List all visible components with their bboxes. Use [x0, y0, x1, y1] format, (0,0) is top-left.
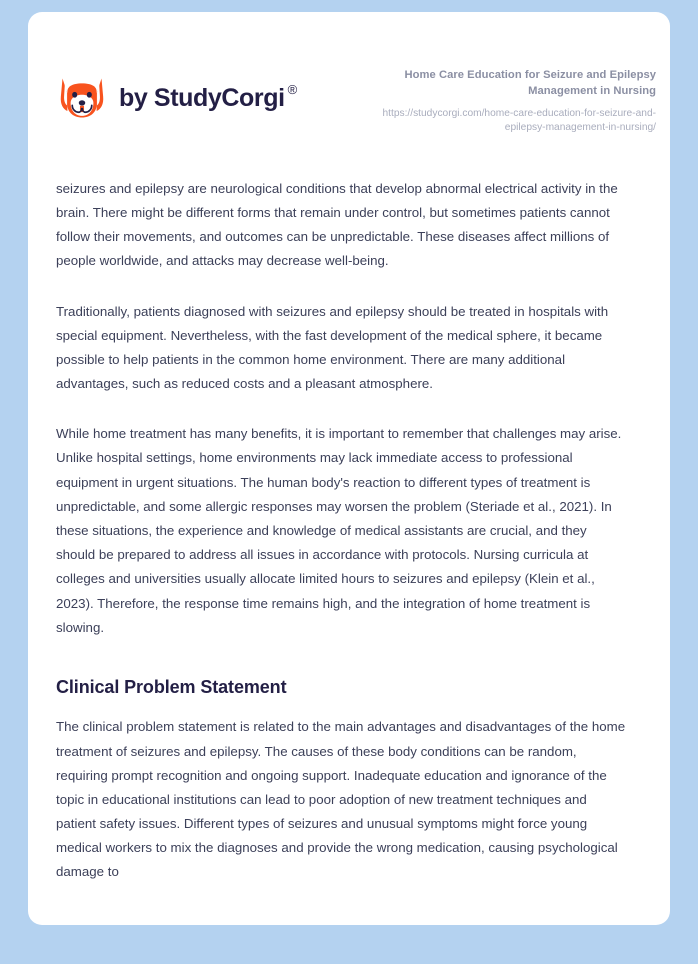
brand-name-text: by StudyCorgi: [119, 83, 285, 112]
corgi-mascot-icon: [56, 72, 108, 124]
brand-wordmark: [119, 81, 297, 112]
document-header: [28, 12, 670, 136]
document-page: [28, 12, 670, 925]
paragraph-2: Traditionally, patients diagnosed with seizures and epilepsy should be treated in hospitals with special equipment. Nevertheless, with the fast development of the medical sphere, it became possible to help patients in the common home environment. There are many additional advantages, such as reduced costs and a pleasant atmosphere.: [56, 303, 609, 392]
paragraph-4: The clinical problem statement is related to the main advantages and disadvantages of the home treatment of seizures and epilepsy. The causes of these body conditions can be random, requiring prompt recognition and ongoing support. Inadequate education and ignorance of the topic in educational institutions can lead to poor adoption of new treatment techniques and patient safety issues. Different types of seizures and unusual symptoms might force young medical workers to mix the diagnoses and provide the wrong medication, causing psychological damage to: [56, 719, 626, 880]
paragraph-3: While home treatment has many benefits, it is important to remember that challenges may arise. Unlike hospital settings, home environments may lack immediate access to professional equipment in urgent situations. The human body's reaction to different types of treatment is unpredictable, and some allergic responses may worsen the problem (Steriade et al., 2021). In these situations, the experience and knowledge of medical assistants are crucial, and they should be prepared to address all issues in accordance with protocols. Nursing curricula at colleges and universities usually allocate limited hours to seizures and epilepsy (Klein et al., 2023). Therefore, the response time remains high, and the integration of home treatment is slowing.: [56, 426, 622, 635]
section-heading-clinical-problem-statement: Clinical Problem Statement: [56, 676, 287, 697]
document-body: [28, 136, 670, 885]
document-meta: [366, 64, 656, 136]
brand-logo: [56, 64, 297, 124]
registered-trademark-icon: ®: [287, 81, 297, 97]
document-url[interactable]: https://studycorgi.com/home-care-education-for-seizure-and-epilepsy-management-in-nursing/: [382, 107, 656, 134]
document-title: Home Care Education for Seizure and Epilepsy Management in Nursing: [404, 69, 656, 97]
paragraph-1: seizures and epilepsy are neurological conditions that develop abnormal electrical activity in the brain. There might be different forms that remain under control, but sometimes patients cannot follow their movements, and outcomes can be unpredictable. These diseases affect millions of people worldwide, and attacks may decrease well-being.: [56, 180, 618, 269]
